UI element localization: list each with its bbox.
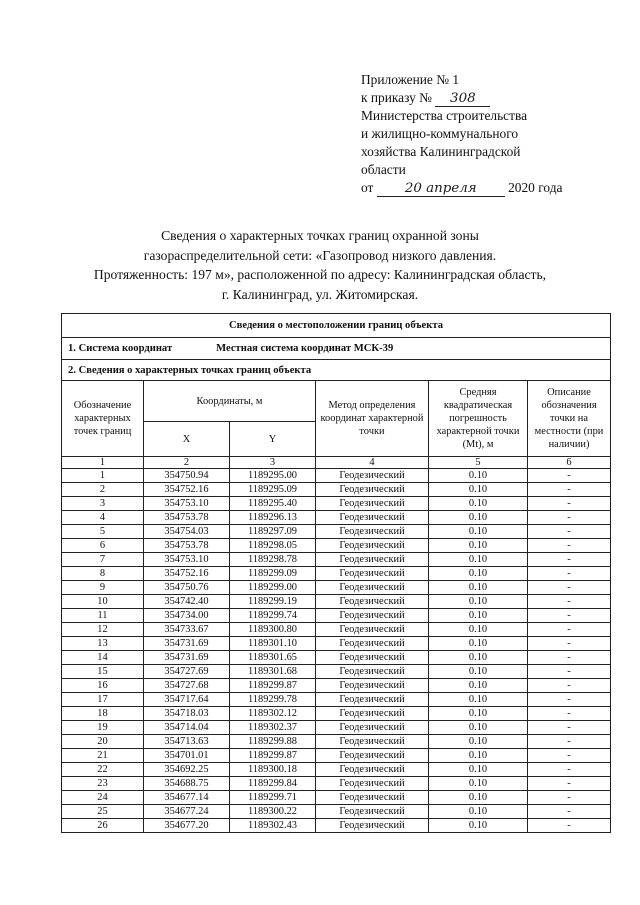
cell-coord-x: 354717.64 xyxy=(144,693,230,707)
cell-error-mt: 0.10 xyxy=(429,511,528,525)
cell-coord-y: 1189295.09 xyxy=(230,483,316,497)
cell-point-id: 25 xyxy=(62,805,144,819)
column-number-row xyxy=(62,457,611,469)
cell-point-id: 5 xyxy=(62,525,144,539)
cell-method: Геодезический xyxy=(316,623,429,637)
cell-error-mt: 0.10 xyxy=(429,693,528,707)
cell-point-id: 22 xyxy=(62,763,144,777)
cell-point-id: 14 xyxy=(62,651,144,665)
cell-point-id: 24 xyxy=(62,791,144,805)
cell-coord-x: 354752.16 xyxy=(144,567,230,581)
cell-point-id: 16 xyxy=(62,679,144,693)
cell-point-id: 20 xyxy=(62,735,144,749)
order-prefix: к приказу № xyxy=(361,90,432,105)
coordinates-table-wrap xyxy=(61,313,610,833)
cell-method: Геодезический xyxy=(316,819,429,833)
cell-error-mt: 0.10 xyxy=(429,581,528,595)
table-row xyxy=(62,679,611,693)
cell-coord-x: 354677.24 xyxy=(144,805,230,819)
cell-method: Геодезический xyxy=(316,721,429,735)
cell-description: - xyxy=(528,749,611,763)
cell-coord-y: 1189297.09 xyxy=(230,525,316,539)
cell-error-mt: 0.10 xyxy=(429,665,528,679)
cell-method: Геодезический xyxy=(316,581,429,595)
cell-method: Геодезический xyxy=(316,497,429,511)
table-row xyxy=(62,567,611,581)
cell-point-id: 19 xyxy=(62,721,144,735)
cell-coord-x: 354753.78 xyxy=(144,511,230,525)
cell-point-id: 13 xyxy=(62,637,144,651)
table-row xyxy=(62,623,611,637)
cell-error-mt: 0.10 xyxy=(429,637,528,651)
table-row xyxy=(62,511,611,525)
cell-description: - xyxy=(528,693,611,707)
cell-point-id: 17 xyxy=(62,693,144,707)
column-number: 4 xyxy=(316,457,429,469)
cell-description: - xyxy=(528,483,611,497)
cell-coord-y: 1189295.40 xyxy=(230,497,316,511)
cell-coord-x: 354733.67 xyxy=(144,623,230,637)
cell-error-mt: 0.10 xyxy=(429,763,528,777)
cell-point-id: 15 xyxy=(62,665,144,679)
cell-error-mt: 0.10 xyxy=(429,679,528,693)
cell-coord-y: 1189302.12 xyxy=(230,707,316,721)
cell-description: - xyxy=(528,805,611,819)
cell-coord-y: 1189299.19 xyxy=(230,595,316,609)
cell-error-mt: 0.10 xyxy=(429,651,528,665)
section-title: Сведения о местоположении границ объекта xyxy=(62,314,611,338)
coordinates-table-body xyxy=(62,314,611,833)
cell-description: - xyxy=(528,525,611,539)
cell-error-mt: 0.10 xyxy=(429,483,528,497)
cell-point-id: 21 xyxy=(62,749,144,763)
column-number: 5 xyxy=(429,457,528,469)
cell-coord-x: 354688.75 xyxy=(144,777,230,791)
cell-coord-y: 1189299.88 xyxy=(230,735,316,749)
cell-method: Геодезический xyxy=(316,791,429,805)
table-row xyxy=(62,553,611,567)
column-number: 2 xyxy=(144,457,230,469)
cell-description: - xyxy=(528,581,611,595)
points-section-label: 2. Сведения о характерных точках границ объекта xyxy=(62,360,611,381)
cell-method: Геодезический xyxy=(316,595,429,609)
cell-coord-y: 1189299.00 xyxy=(230,581,316,595)
cell-method: Геодезический xyxy=(316,651,429,665)
cell-coord-x: 354718.03 xyxy=(144,707,230,721)
table-row xyxy=(62,707,611,721)
cell-method: Геодезический xyxy=(316,763,429,777)
cell-coord-y: 1189299.87 xyxy=(230,679,316,693)
appendix-block xyxy=(361,71,611,197)
title-line-2: газораспределительной сети: «Газопровод низкого давления. xyxy=(143,247,497,263)
cell-error-mt: 0.10 xyxy=(429,623,528,637)
title-line-1: Сведения о характерных точках границ охранной зоны xyxy=(161,228,479,243)
date-year: 2020 года xyxy=(508,180,563,195)
cell-method: Геодезический xyxy=(316,483,429,497)
header-x: X xyxy=(144,422,230,457)
cell-coord-y: 1189299.84 xyxy=(230,777,316,791)
cell-description: - xyxy=(528,553,611,567)
cell-point-id: 18 xyxy=(62,707,144,721)
order-date xyxy=(361,179,611,197)
cell-description: - xyxy=(528,539,611,553)
cell-coord-y: 1189299.09 xyxy=(230,567,316,581)
ministry-line-2: и жилищно-коммунального xyxy=(361,126,519,141)
cell-coord-x: 354727.69 xyxy=(144,665,230,679)
table-row xyxy=(62,609,611,623)
table-row xyxy=(62,805,611,819)
table-row xyxy=(62,791,611,805)
cell-description: - xyxy=(528,665,611,679)
cell-method: Геодезический xyxy=(316,665,429,679)
cell-description: - xyxy=(528,735,611,749)
cell-method: Геодезический xyxy=(316,511,429,525)
cell-method: Геодезический xyxy=(316,735,429,749)
cell-description: - xyxy=(528,567,611,581)
cell-point-id: 23 xyxy=(62,777,144,791)
cell-coord-y: 1189298.05 xyxy=(230,539,316,553)
table-row xyxy=(62,819,611,833)
cell-coord-x: 354753.78 xyxy=(144,539,230,553)
table-row xyxy=(62,469,611,483)
cell-coord-y: 1189298.78 xyxy=(230,553,316,567)
cell-coord-y: 1189300.18 xyxy=(230,763,316,777)
cell-coord-y: 1189299.71 xyxy=(230,791,316,805)
table-row xyxy=(62,665,611,679)
ministry-line-3: хозяйства Калининградской xyxy=(361,144,521,159)
date-handwritten: 20 апреля xyxy=(377,182,505,197)
cell-point-id: 10 xyxy=(62,595,144,609)
cell-point-id: 26 xyxy=(62,819,144,833)
header-y: Y xyxy=(230,422,316,457)
cell-error-mt: 0.10 xyxy=(429,805,528,819)
table-row xyxy=(62,525,611,539)
cell-error-mt: 0.10 xyxy=(429,497,528,511)
cell-point-id: 3 xyxy=(62,497,144,511)
cell-coord-x: 354731.69 xyxy=(144,651,230,665)
cell-error-mt: 0.10 xyxy=(429,567,528,581)
coordinates-table xyxy=(61,313,611,833)
title-line-4: г. Калининград, ул. Житомирская. xyxy=(221,286,419,302)
cell-method: Геодезический xyxy=(316,749,429,763)
table-row xyxy=(62,735,611,749)
document-title xyxy=(60,226,580,304)
cell-description: - xyxy=(528,497,611,511)
cell-description: - xyxy=(528,609,611,623)
cell-coord-y: 1189299.74 xyxy=(230,609,316,623)
cell-point-id: 1 xyxy=(62,469,144,483)
ministry-line-1: Министерства строительства xyxy=(361,108,528,123)
cell-method: Геодезический xyxy=(316,679,429,693)
ministry-line-4: области xyxy=(361,162,406,177)
cell-error-mt: 0.10 xyxy=(429,735,528,749)
coordinate-system-cell xyxy=(62,338,611,360)
cell-point-id: 7 xyxy=(62,553,144,567)
header-description: Описание обозначения точки на местности (при наличии) xyxy=(528,381,611,457)
cell-description: - xyxy=(528,595,611,609)
cell-point-id: 6 xyxy=(62,539,144,553)
cell-description: - xyxy=(528,637,611,651)
cell-error-mt: 0.10 xyxy=(429,539,528,553)
cell-description: - xyxy=(528,763,611,777)
header-row-1 xyxy=(62,381,611,422)
cell-description: - xyxy=(528,707,611,721)
cell-method: Геодезический xyxy=(316,609,429,623)
cell-coord-x: 354713.63 xyxy=(144,735,230,749)
cell-coord-y: 1189300.22 xyxy=(230,805,316,819)
cell-method: Геодезический xyxy=(316,707,429,721)
cell-error-mt: 0.10 xyxy=(429,777,528,791)
date-prefix: от xyxy=(361,180,374,195)
cell-description: - xyxy=(528,777,611,791)
cell-description: - xyxy=(528,623,611,637)
cell-error-mt: 0.10 xyxy=(429,749,528,763)
cell-coord-x: 354677.14 xyxy=(144,791,230,805)
cell-coord-x: 354692.25 xyxy=(144,763,230,777)
cell-description: - xyxy=(528,791,611,805)
points-section-row xyxy=(62,360,611,381)
cell-error-mt: 0.10 xyxy=(429,791,528,805)
cell-description: - xyxy=(528,511,611,525)
cell-description: - xyxy=(528,819,611,833)
cell-coord-x: 354714.04 xyxy=(144,721,230,735)
cell-description: - xyxy=(528,469,611,483)
cell-description: - xyxy=(528,651,611,665)
cell-coord-y: 1189302.37 xyxy=(230,721,316,735)
header-point: Обозначение характерных точек границ xyxy=(62,381,144,457)
cell-coord-x: 354753.10 xyxy=(144,497,230,511)
cell-coord-x: 354750.76 xyxy=(144,581,230,595)
cell-point-id: 9 xyxy=(62,581,144,595)
order-number-handwritten: 308 xyxy=(435,92,490,107)
table-row xyxy=(62,777,611,791)
header-coords: Координаты, м xyxy=(144,381,316,422)
title-line-3: Протяженность: 197 м», расположенной по адресу: Калининградская область, xyxy=(93,267,547,282)
cell-description: - xyxy=(528,721,611,735)
cell-error-mt: 0.10 xyxy=(429,707,528,721)
cell-coord-x: 354734.00 xyxy=(144,609,230,623)
cell-coord-y: 1189300.80 xyxy=(230,623,316,637)
cell-error-mt: 0.10 xyxy=(429,525,528,539)
cell-method: Геодезический xyxy=(316,539,429,553)
cell-method: Геодезический xyxy=(316,693,429,707)
cell-method: Геодезический xyxy=(316,469,429,483)
cell-coord-x: 354677.20 xyxy=(144,819,230,833)
cell-coord-x: 354727.68 xyxy=(144,679,230,693)
cell-coord-y: 1189302.43 xyxy=(230,819,316,833)
cell-point-id: 4 xyxy=(62,511,144,525)
cell-error-mt: 0.10 xyxy=(429,721,528,735)
table-row xyxy=(62,763,611,777)
table-row xyxy=(62,721,611,735)
cell-coord-y: 1189295.00 xyxy=(230,469,316,483)
cell-error-mt: 0.10 xyxy=(429,609,528,623)
table-row xyxy=(62,497,611,511)
cell-error-mt: 0.10 xyxy=(429,595,528,609)
cell-description: - xyxy=(528,679,611,693)
table-row xyxy=(62,637,611,651)
cell-coord-x: 354754.03 xyxy=(144,525,230,539)
coordinate-system-row xyxy=(62,338,611,360)
table-row xyxy=(62,595,611,609)
table-row xyxy=(62,581,611,595)
cell-point-id: 12 xyxy=(62,623,144,637)
table-row xyxy=(62,693,611,707)
cell-coord-x: 354752.16 xyxy=(144,483,230,497)
table-row xyxy=(62,483,611,497)
cell-coord-y: 1189296.13 xyxy=(230,511,316,525)
column-number: 1 xyxy=(62,457,144,469)
cell-method: Геодезический xyxy=(316,567,429,581)
coordinate-system-label: 1. Система координат xyxy=(68,343,173,354)
cell-coord-y: 1189301.10 xyxy=(230,637,316,651)
cell-method: Геодезический xyxy=(316,525,429,539)
table-row xyxy=(62,749,611,763)
cell-point-id: 2 xyxy=(62,483,144,497)
cell-coord-x: 354750.94 xyxy=(144,469,230,483)
cell-point-id: 8 xyxy=(62,567,144,581)
cell-method: Геодезический xyxy=(316,777,429,791)
table-row xyxy=(62,651,611,665)
appendix-title: Приложение № 1 xyxy=(361,72,460,87)
coordinate-system-value: Местная система координат МСК-39 xyxy=(216,343,394,354)
cell-coord-y: 1189301.65 xyxy=(230,651,316,665)
cell-method: Геодезический xyxy=(316,805,429,819)
cell-point-id: 11 xyxy=(62,609,144,623)
column-number: 3 xyxy=(230,457,316,469)
header-method: Метод определения координат характерной точки xyxy=(316,381,429,457)
table-row xyxy=(62,539,611,553)
cell-method: Геодезический xyxy=(316,637,429,651)
cell-coord-y: 1189299.87 xyxy=(230,749,316,763)
cell-coord-x: 354701.01 xyxy=(144,749,230,763)
order-reference xyxy=(361,89,611,107)
cell-method: Геодезический xyxy=(316,553,429,567)
cell-error-mt: 0.10 xyxy=(429,819,528,833)
cell-error-mt: 0.10 xyxy=(429,553,528,567)
cell-coord-x: 354731.69 xyxy=(144,637,230,651)
cell-coord-y: 1189299.78 xyxy=(230,693,316,707)
cell-error-mt: 0.10 xyxy=(429,469,528,483)
cell-coord-y: 1189301.68 xyxy=(230,665,316,679)
section-title-row xyxy=(62,314,611,338)
cell-coord-x: 354753.10 xyxy=(144,553,230,567)
header-error: Средняя квадратическая погрешность характерной точки (Mt), м xyxy=(429,381,528,457)
cell-coord-x: 354742.40 xyxy=(144,595,230,609)
column-number: 6 xyxy=(528,457,611,469)
